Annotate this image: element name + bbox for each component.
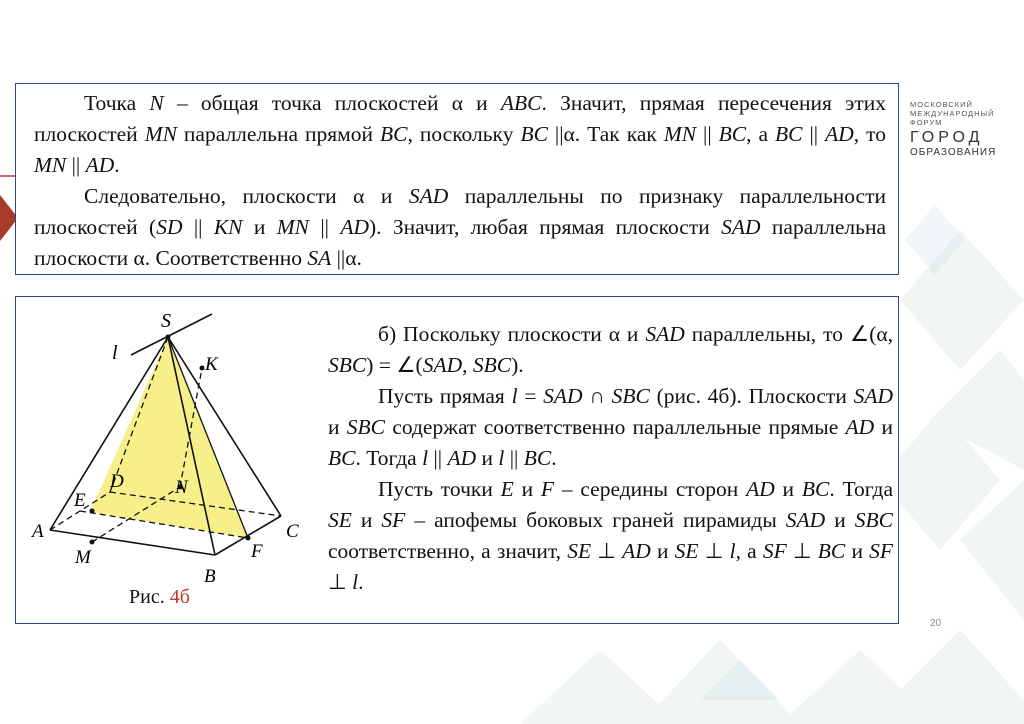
math-symbol: SAD bbox=[645, 322, 685, 346]
math-symbol: F bbox=[540, 477, 555, 501]
text-run: и bbox=[874, 415, 893, 439]
math-symbol: AD bbox=[845, 415, 875, 439]
logo-line-3: ФОРУМ bbox=[910, 118, 943, 127]
math-symbol: AD bbox=[746, 477, 775, 501]
math-symbol: l bbox=[729, 539, 736, 563]
text-run: параллельна плоскости α. Соответственно bbox=[34, 215, 887, 270]
math-symbol: l bbox=[498, 446, 505, 470]
label-N: N bbox=[175, 477, 188, 498]
text-run: . bbox=[358, 570, 364, 594]
text-run: = bbox=[517, 384, 544, 408]
text-run: – апофемы боковых граней пирамиды bbox=[405, 508, 786, 532]
text-run: и bbox=[774, 477, 802, 501]
text-run: ||α. bbox=[331, 246, 362, 270]
text-run: и bbox=[650, 539, 675, 563]
bottom-content-box bbox=[15, 296, 899, 624]
text-run: Пусть точки bbox=[378, 477, 501, 501]
math-symbol: SAD bbox=[785, 508, 826, 532]
math-symbol: AD bbox=[825, 122, 854, 146]
text-run: || bbox=[696, 122, 719, 146]
math-symbol: MN bbox=[663, 122, 697, 146]
bottom-text bbox=[328, 319, 893, 598]
math-symbol: SF bbox=[381, 508, 406, 532]
bottom-paragraph-2 bbox=[328, 381, 893, 474]
text-run: (рис. 4б). Плоскости bbox=[649, 384, 854, 408]
text-run: , bbox=[462, 353, 473, 377]
math-symbol: BC bbox=[817, 539, 846, 563]
math-symbol: SBC bbox=[328, 353, 367, 377]
text-run: ) = ∠( bbox=[366, 353, 423, 377]
math-symbol: SE bbox=[674, 539, 699, 563]
label-S: S bbox=[161, 310, 171, 332]
text-run: || bbox=[309, 215, 341, 239]
text-run: || bbox=[504, 446, 524, 470]
text-run: ). bbox=[511, 353, 524, 377]
text-run: . bbox=[551, 446, 557, 470]
text-run: ||α. Так как bbox=[547, 122, 664, 146]
top-text-box bbox=[15, 83, 899, 275]
text-run: , а bbox=[746, 122, 776, 146]
text-run: параллельны по признаку параллельности плоскостей ( bbox=[34, 184, 886, 239]
text-run: – середины сторон bbox=[554, 477, 747, 501]
math-symbol: BC bbox=[775, 122, 803, 146]
text-run: . Тогда bbox=[829, 477, 893, 501]
math-symbol: AD bbox=[622, 539, 651, 563]
label-M: M bbox=[75, 547, 91, 568]
math-symbol: N bbox=[149, 91, 164, 115]
text-run: и bbox=[845, 539, 870, 563]
caption-prefix: Рис. bbox=[129, 586, 170, 608]
text-run: || bbox=[802, 122, 826, 146]
text-run: ⊥ bbox=[328, 570, 353, 594]
math-symbol: AD bbox=[340, 215, 369, 239]
math-symbol: E bbox=[500, 477, 514, 501]
text-run: . bbox=[114, 153, 120, 177]
math-symbol: ABC bbox=[500, 91, 542, 115]
bottom-paragraph-1 bbox=[328, 319, 893, 381]
math-symbol: SBC bbox=[854, 508, 893, 532]
text-run: ∩ bbox=[582, 384, 612, 408]
figure-caption bbox=[129, 586, 190, 609]
text-run: , то bbox=[853, 122, 887, 146]
math-symbol: SD bbox=[156, 215, 183, 239]
math-symbol: l bbox=[422, 446, 429, 470]
math-symbol: SAD bbox=[408, 184, 449, 208]
math-symbol: SAD bbox=[543, 384, 583, 408]
text-run: содержат соответственно параллельные прямые bbox=[385, 415, 846, 439]
text-run: соответственно, а значит, bbox=[328, 539, 568, 563]
caption-number: 4б bbox=[169, 586, 190, 608]
text-run: Следовательно, плоскости α и bbox=[84, 184, 409, 208]
math-symbol: SBC bbox=[611, 384, 650, 408]
math-symbol: SF bbox=[762, 539, 787, 563]
math-symbol: BC bbox=[801, 477, 830, 501]
logo-line-2: МЕЖДУНАРОДНЫЙ bbox=[910, 109, 995, 118]
math-symbol: AD bbox=[447, 446, 477, 470]
label-B: B bbox=[204, 566, 216, 587]
text-run: и bbox=[328, 415, 347, 439]
math-symbol: SE bbox=[328, 508, 352, 532]
text-run: || bbox=[66, 153, 86, 177]
text-run: параллельны, то ∠(α, bbox=[684, 322, 893, 346]
math-symbol: SBC bbox=[472, 353, 512, 377]
math-symbol: MN bbox=[276, 215, 309, 239]
text-run: и bbox=[242, 215, 277, 239]
text-run: и bbox=[351, 508, 382, 532]
top-paragraph-2 bbox=[34, 181, 886, 274]
label-C: C bbox=[286, 521, 299, 542]
math-symbol: BC bbox=[520, 122, 548, 146]
math-symbol: SAD bbox=[422, 353, 463, 377]
label-F: F bbox=[251, 541, 263, 562]
text-run: || bbox=[182, 215, 214, 239]
top-paragraph-1 bbox=[34, 88, 886, 181]
math-symbol: BC bbox=[718, 122, 747, 146]
text-run: Точка bbox=[84, 91, 150, 115]
text-run: ⊥ bbox=[786, 539, 818, 563]
math-symbol: SAD bbox=[853, 384, 893, 408]
math-symbol: SBC bbox=[346, 415, 386, 439]
label-E: E bbox=[74, 490, 86, 511]
text-run: – общая точка плоскостей α и bbox=[163, 91, 501, 115]
math-symbol: MN bbox=[34, 153, 67, 177]
text-run: . Значит, прямая пересечения этих плоскостей bbox=[34, 91, 887, 146]
text-run: , а bbox=[735, 539, 763, 563]
logo-sub: ОБРАЗОВАНИЯ bbox=[910, 147, 997, 158]
logo-big: ГОРОД bbox=[910, 129, 984, 146]
top-text bbox=[34, 88, 886, 274]
text-run: ⊥ bbox=[698, 539, 730, 563]
math-symbol: SA bbox=[307, 246, 332, 270]
text-run: . Тогда bbox=[355, 446, 423, 470]
math-symbol: l bbox=[352, 570, 359, 594]
text-run: ⊥ bbox=[591, 539, 623, 563]
text-run: и bbox=[513, 477, 541, 501]
text-run: и bbox=[825, 508, 855, 532]
label-D: D bbox=[110, 471, 124, 492]
math-symbol: MN bbox=[144, 122, 177, 146]
math-symbol: AD bbox=[85, 153, 115, 177]
math-symbol: SE bbox=[567, 539, 592, 563]
text-run: , поскольку bbox=[407, 122, 521, 146]
text-run: и bbox=[476, 446, 499, 470]
pyramid-figure bbox=[16, 297, 326, 617]
math-symbol: BC bbox=[523, 446, 552, 470]
label-l: l bbox=[112, 342, 118, 364]
page-number: 20 bbox=[930, 618, 942, 629]
text-run: б) Поскольку плоскости α и bbox=[378, 322, 646, 346]
math-symbol: l bbox=[511, 384, 518, 408]
math-symbol: BC bbox=[380, 122, 408, 146]
bottom-paragraph-3 bbox=[328, 474, 893, 598]
math-symbol: SAD bbox=[721, 215, 761, 239]
text-run: ). Значит, любая прямая плоскости bbox=[369, 215, 722, 239]
text-run: параллельна прямой bbox=[176, 122, 381, 146]
text-run: || bbox=[428, 446, 448, 470]
math-symbol: KN bbox=[213, 215, 243, 239]
label-K: K bbox=[205, 354, 218, 375]
label-A: A bbox=[32, 521, 44, 542]
forum-logo bbox=[910, 100, 1000, 159]
text-run: Пусть прямая bbox=[378, 384, 512, 408]
math-symbol: SF bbox=[869, 539, 893, 563]
math-symbol: BC bbox=[328, 446, 356, 470]
logo-line-1: МОСКОВСКИЙ bbox=[910, 100, 973, 109]
